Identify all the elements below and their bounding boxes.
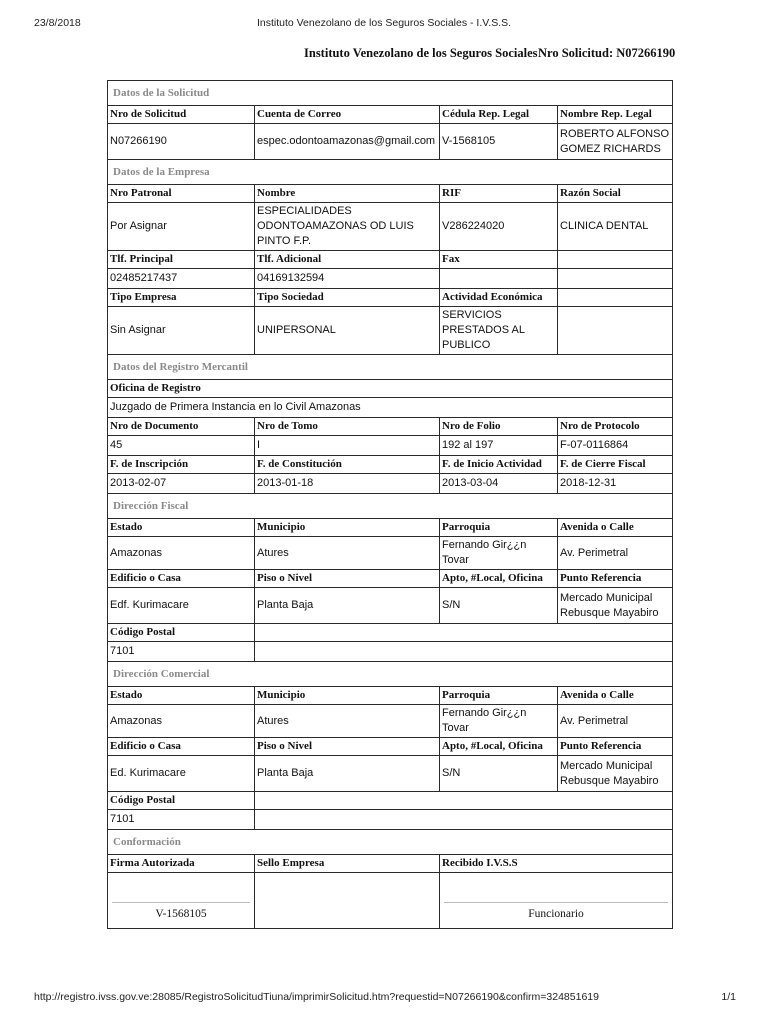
registration-form-table xyxy=(107,80,673,929)
postal-code-value: 7101 xyxy=(108,810,255,830)
value-cell: V286224020 xyxy=(440,203,558,251)
value-row xyxy=(108,436,673,456)
value-cell: Planta Baja xyxy=(255,756,440,792)
section-title: Dirección Comercial xyxy=(108,662,673,687)
label-cell: Apto, #Local, Oficina xyxy=(440,738,558,756)
label-cell: Nro Patronal xyxy=(108,185,255,203)
label-cell: Recibido I.V.S.S xyxy=(440,855,673,873)
value-row xyxy=(108,705,673,738)
label-cell: Parroquia xyxy=(440,687,558,705)
section-registro xyxy=(108,355,673,380)
value-row xyxy=(108,474,673,494)
label-cell xyxy=(558,251,673,269)
email-value: espec.odontoamazonas@gmail.com xyxy=(255,124,440,160)
section-title: Datos del Registro Mercantil xyxy=(108,355,673,380)
label-row xyxy=(108,738,673,756)
label-row xyxy=(108,380,673,398)
label-cell: Avenida o Calle xyxy=(558,687,673,705)
value-row xyxy=(108,756,673,792)
page-number: 1/1 xyxy=(721,991,736,1003)
label-cell: Firma Autorizada xyxy=(108,855,255,873)
value-row xyxy=(108,203,673,251)
section-direccion-fiscal xyxy=(108,494,673,519)
value-row xyxy=(108,810,673,830)
value-cell: 2018-12-31 xyxy=(558,474,673,494)
empty-cell xyxy=(255,642,673,662)
section-solicitud xyxy=(108,81,673,106)
value-cell: Amazonas xyxy=(108,705,255,738)
section-conformacion xyxy=(108,830,673,855)
label-cell: Parroquia xyxy=(440,519,558,537)
section-empresa xyxy=(108,160,673,185)
value-cell: F-07-0116864 xyxy=(558,436,673,456)
value-cell: S/N xyxy=(440,756,558,792)
value-cell xyxy=(558,269,673,289)
value-cell: S/N xyxy=(440,588,558,624)
label-row xyxy=(108,792,673,810)
solicitud-number: Nro Solicitud: N07266190 xyxy=(538,46,676,60)
value-cell: 04169132594 xyxy=(255,269,440,289)
value-row xyxy=(108,398,673,418)
value-cell: 192 al 197 xyxy=(440,436,558,456)
empty-cell xyxy=(255,792,673,810)
section-title: Dirección Fiscal xyxy=(108,494,673,519)
print-date: 23/8/2018 xyxy=(34,17,81,29)
section-title: Conformación xyxy=(108,830,673,855)
label-cell: Nombre Rep. Legal xyxy=(558,106,673,124)
label-cell: Nro de Tomo xyxy=(255,418,440,436)
label-cell: Tlf. Principal xyxy=(108,251,255,269)
print-title: Instituto Venezolano de los Seguros Sociales - I.V.S.S. xyxy=(256,17,512,29)
value-cell: CLINICA DENTAL xyxy=(558,203,673,251)
value-cell: Atures xyxy=(255,705,440,738)
label-cell: F. de Inicio Actividad xyxy=(440,456,558,474)
signature-funcionario: Funcionario xyxy=(444,902,668,928)
value-row xyxy=(108,269,673,289)
label-cell: Actividad Económica xyxy=(440,289,558,307)
institution-name: Instituto Venezolano de los Seguros Sociales xyxy=(304,46,538,60)
empty-cell xyxy=(255,810,673,830)
signature-authorized-cell xyxy=(108,873,255,929)
value-cell xyxy=(440,269,558,289)
value-cell: Por Asignar xyxy=(108,203,255,251)
label-cell xyxy=(558,289,673,307)
label-cell: Fax xyxy=(440,251,558,269)
label-row xyxy=(108,251,673,269)
value-cell: 45 xyxy=(108,436,255,456)
label-cell: F. de Cierre Fiscal xyxy=(558,456,673,474)
section-title: Datos de la Solicitud xyxy=(108,81,673,106)
label-cell: Cuenta de Correo xyxy=(255,106,440,124)
value-cell: V-1568105 xyxy=(440,124,558,160)
value-cell: 2013-03-04 xyxy=(440,474,558,494)
label-row xyxy=(108,456,673,474)
value-cell: Fernando Gir¿¿n Tovar xyxy=(440,537,558,570)
label-row xyxy=(108,289,673,307)
value-row xyxy=(108,588,673,624)
label-cell: Tipo Sociedad xyxy=(255,289,440,307)
received-ivss-cell xyxy=(440,873,673,929)
value-cell: Atures xyxy=(255,537,440,570)
label-cell: Oficina de Registro xyxy=(108,380,673,398)
label-row xyxy=(108,624,673,642)
value-cell: Planta Baja xyxy=(255,588,440,624)
label-row xyxy=(108,418,673,436)
label-cell: Piso o Nivel xyxy=(255,570,440,588)
label-cell: RIF xyxy=(440,185,558,203)
label-cell: Apto, #Local, Oficina xyxy=(440,570,558,588)
value-cell xyxy=(558,307,673,355)
label-row xyxy=(108,855,673,873)
signature-row xyxy=(108,873,673,929)
label-row xyxy=(108,687,673,705)
value-cell: 2013-01-18 xyxy=(255,474,440,494)
empty-cell xyxy=(255,624,673,642)
value-cell: Av. Perimetral xyxy=(558,705,673,738)
value-row xyxy=(108,124,673,160)
label-cell: Nro de Documento xyxy=(108,418,255,436)
label-cell: Municipio xyxy=(255,519,440,537)
signature-cedula: V-1568105 xyxy=(112,902,250,928)
label-cell: Tlf. Adicional xyxy=(255,251,440,269)
label-cell: Estado xyxy=(108,687,255,705)
label-cell: Piso o Nivel xyxy=(255,738,440,756)
label-cell: Avenida o Calle xyxy=(558,519,673,537)
label-row xyxy=(108,570,673,588)
value-cell: Av. Perimetral xyxy=(558,537,673,570)
company-stamp-cell xyxy=(255,873,440,929)
label-cell: Razón Social xyxy=(558,185,673,203)
value-cell: SERVICIOS PRESTADOS AL PUBLICO xyxy=(440,307,558,355)
label-cell: Tipo Empresa xyxy=(108,289,255,307)
label-cell: Cédula Rep. Legal xyxy=(440,106,558,124)
label-cell: Municipio xyxy=(255,687,440,705)
label-cell: Punto Referencia xyxy=(558,570,673,588)
value-row xyxy=(108,307,673,355)
label-cell: Código Postal xyxy=(108,624,255,642)
value-cell: Fernando Gir¿¿n Tovar xyxy=(440,705,558,738)
value-cell: Edf. Kurimacare xyxy=(108,588,255,624)
print-header xyxy=(0,17,768,33)
value-cell: ESPECIALIDADES ODONTOAMAZONAS OD LUIS PINTO F.P. xyxy=(255,203,440,251)
label-cell: Punto Referencia xyxy=(558,738,673,756)
label-cell: Nro de Solicitud xyxy=(108,106,255,124)
value-cell: N07266190 xyxy=(108,124,255,160)
value-cell: Mercado Municipal Rebusque Mayabiro xyxy=(558,588,673,624)
label-cell: Estado xyxy=(108,519,255,537)
label-cell: Sello Empresa xyxy=(255,855,440,873)
value-cell: 02485217437 xyxy=(108,269,255,289)
label-cell: Nro de Folio xyxy=(440,418,558,436)
value-cell: ROBERTO ALFONSO GOMEZ RICHARDS xyxy=(558,124,673,160)
value-cell: I xyxy=(255,436,440,456)
label-cell: F. de Constitución xyxy=(255,456,440,474)
value-cell: Ed. Kurimacare xyxy=(108,756,255,792)
value-cell: Sin Asignar xyxy=(108,307,255,355)
label-cell: Nro de Protocolo xyxy=(558,418,673,436)
label-cell: F. de Inscripción xyxy=(108,456,255,474)
value-row xyxy=(108,642,673,662)
label-cell: Nombre xyxy=(255,185,440,203)
label-row xyxy=(108,519,673,537)
value-cell: 2013-02-07 xyxy=(108,474,255,494)
value-row xyxy=(108,537,673,570)
print-footer xyxy=(0,991,768,1007)
label-row xyxy=(108,106,673,124)
label-cell: Código Postal xyxy=(108,792,255,810)
section-direccion-comercial xyxy=(108,662,673,687)
value-cell: UNIPERSONAL xyxy=(255,307,440,355)
postal-code-value: 7101 xyxy=(108,642,255,662)
page-url: http://registro.ivss.gov.ve:28085/RegistroSolicitudTiuna/imprimirSolicitud.htm?requestid=N07266190&confirm=324851619 xyxy=(34,991,599,1003)
label-cell: Edificio o Casa xyxy=(108,570,255,588)
value-cell: Mercado Municipal Rebusque Mayabiro xyxy=(558,756,673,792)
label-row xyxy=(108,185,673,203)
value-cell: Amazonas xyxy=(108,537,255,570)
section-title: Datos de la Empresa xyxy=(108,160,673,185)
value-cell: Juzgado de Primera Instancia en lo Civil Amazonas xyxy=(108,398,673,418)
label-cell: Edificio o Casa xyxy=(108,738,255,756)
